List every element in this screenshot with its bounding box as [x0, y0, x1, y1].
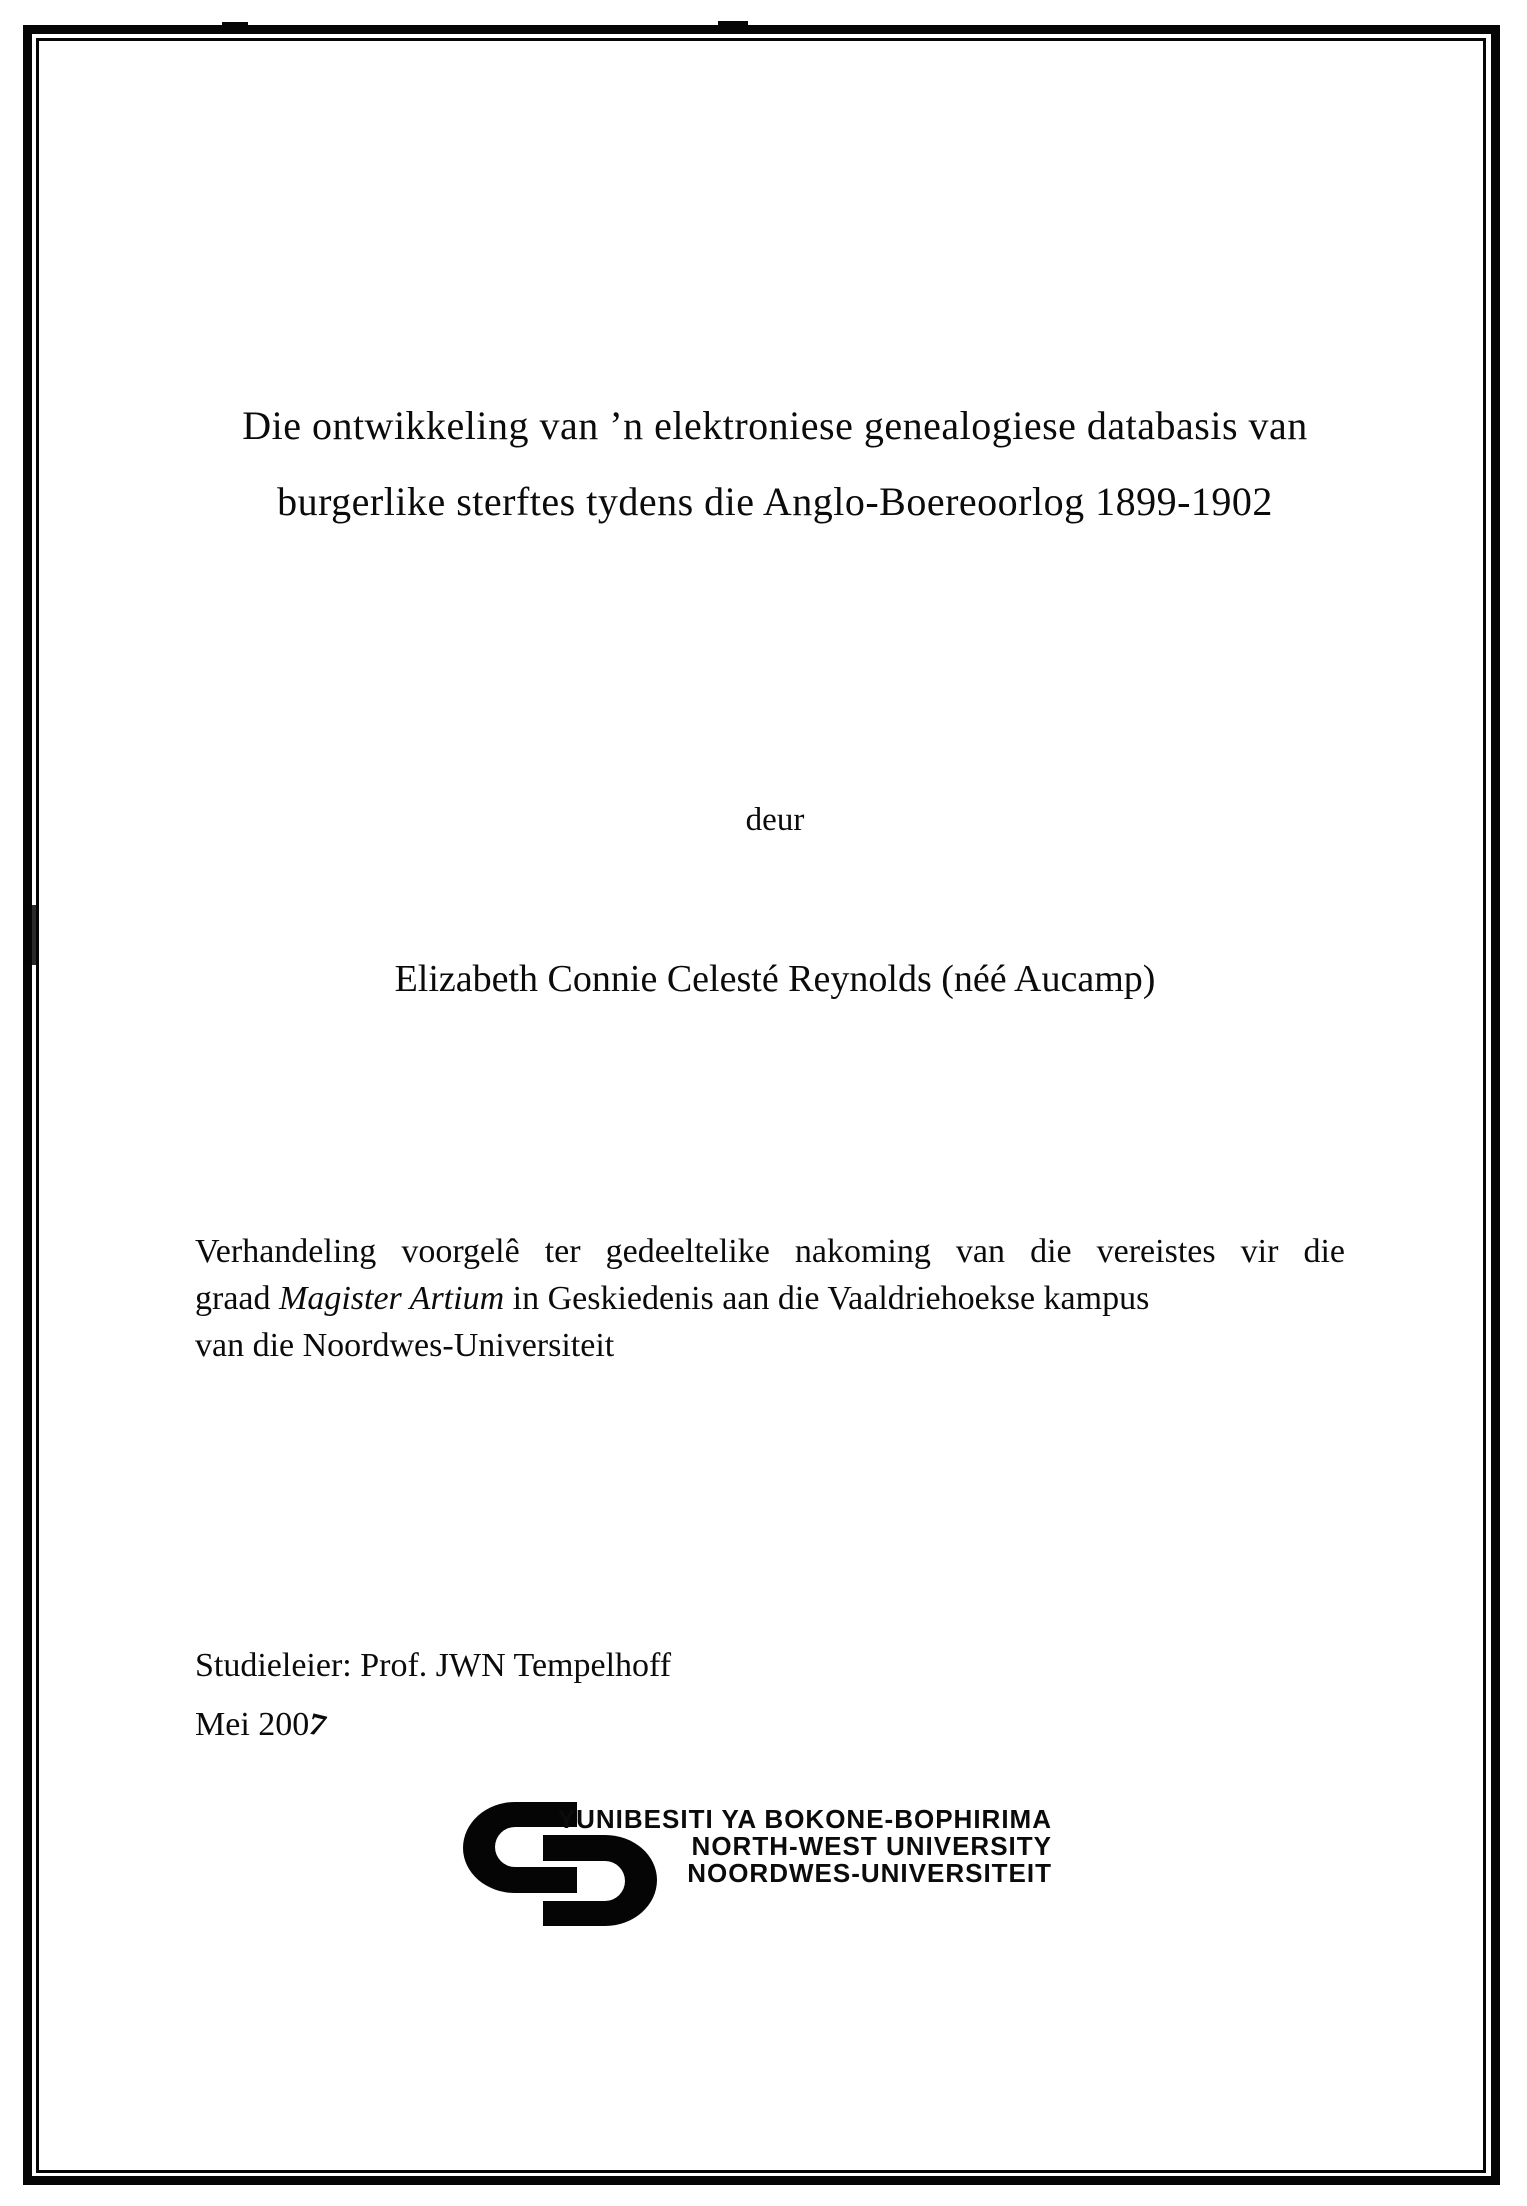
university-name-afrikaans: NOORDWES-UNIVERSITEIT	[687, 1858, 1052, 1888]
statement-line-2-suffix: in Geskiedenis aan die Vaaldriehoekse kampus	[504, 1280, 1150, 1317]
byline-label: deur	[745, 802, 805, 838]
scan-noise	[24, 905, 38, 965]
supervisor-line: Studieleier: Prof. JWN Tempelhoff	[195, 1647, 672, 1684]
date-prefix: Mei 200	[195, 1706, 310, 1743]
page-title	[195, 388, 1355, 540]
scan-noise	[222, 22, 248, 27]
title-line-1: Die ontwikkeling van ’n elektroniese genealogiese databasis van	[242, 403, 1308, 448]
degree-name: Magister Artium	[279, 1280, 505, 1317]
statement-line-2	[195, 1275, 1345, 1322]
university-name-english: NORTH-WEST UNIVERSITY	[691, 1831, 1052, 1861]
statement-line-2-prefix: graad	[195, 1280, 280, 1317]
statement-line-1: Verhandeling voorgelê ter gedeeltelike nakoming van die vereistes vir die	[195, 1233, 1345, 1270]
university-wordmark	[520, 1806, 1052, 1887]
scan-noise	[718, 21, 748, 26]
statement-line-3: van die Noordwes-Universiteit	[195, 1327, 615, 1364]
title-line-2: burgerlike sterftes tydens die Anglo-Boereoorlog 1899-1902	[277, 479, 1273, 524]
thesis-statement	[195, 1228, 1345, 1369]
supervisor-block	[195, 1636, 671, 1754]
date-line	[195, 1695, 671, 1754]
date-last-digit: 7	[305, 1706, 330, 1745]
university-name-setswana: YUNIBESITI YA BOKONE-BOPHIRIMA	[557, 1804, 1052, 1834]
author-name: Elizabeth Connie Celesté Reynolds (néé Aucamp)	[394, 958, 1156, 1000]
